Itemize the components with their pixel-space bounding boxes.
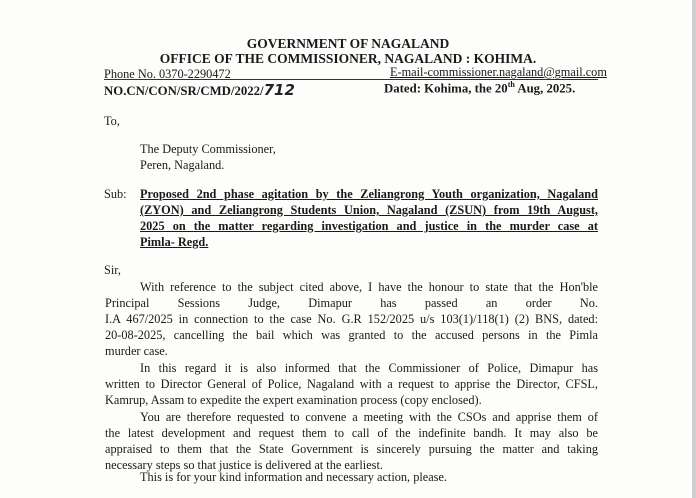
subject-line: (ZYON) and Zeliangrong Students Union, Nagaland (ZSUN) from 19th August, [140,203,598,217]
dated [384,80,575,96]
paragraph-line: the latest development and request them to call of the indefinite bandh. It may also be [105,426,598,440]
paragraph-line: appraised to them that the State Government is sincerely pursuing the matter and taking [105,442,598,456]
reference-number [104,81,295,99]
phone-number: Phone No. 0370-2290472 [104,67,231,81]
addressee-place: Peren, Nagaland. [140,158,225,172]
dated-sup: th [507,80,515,89]
paragraph-line: In this regard it is also informed that the Commissioner of Police, Dimapur has [140,361,598,375]
handwritten-number: 712 [263,81,295,99]
dated-prefix: Dated: Kohima, the 20 [384,81,508,96]
subject-line: Pimla- Regd. [140,235,209,249]
page-edge [692,0,696,498]
subject-line: Proposed 2nd phase agitation by the Zeliangrong Youth organization, Nagaland [140,187,598,201]
paragraph-line: Kamrup, Assam to expedite the expert examination process (copy enclosed). [105,393,482,407]
dated-suffix: Aug, 2025. [514,81,576,96]
salutation: Sir, [104,263,121,277]
ref-no-text: NO.CN/CON/SR/CMD/2022/ [104,84,264,98]
paragraph-line: murder case. [105,344,168,358]
email-address: E-mail-commissioner.nagaland@gmail.com [390,65,607,79]
addressee-title: The Deputy Commissioner, [140,142,276,156]
paragraph-line: Principal Sessions Judge, Dimapur has passed an order No. [105,296,598,310]
paragraph-line: I.A 467/2025 in connection to the case No. G.R 152/2025 u/s 103(1)/118(1) (2) BNS, dated: [105,312,598,326]
paragraph-line: 20-08-2025, cancelling the bail which was granted to the accused persons in the Pimla [105,328,598,342]
to-label: To, [104,114,120,128]
subject-line: 2025 on the matter regarding investigation and justice in the murder case at [140,219,598,233]
paragraph-line: written to Director General of Police, Nagaland with a request to apprise the Director, CFSL, [105,377,598,391]
closing-line: This is for your kind information and necessary action, please. [140,470,447,484]
subject-label: Sub: [104,187,127,201]
header-government: GOVERNMENT OF NAGALAND [246,36,450,51]
header-office: OFFICE OF THE COMMISSIONER, NAGALAND : KOHIMA. [159,51,537,66]
paragraph-line: You are therefore requested to convene a meeting with the CSOs and apprise them of [140,410,598,424]
paragraph-line: necessary steps so that justice is delivered at the earliest. [105,458,383,472]
paragraph-line: With reference to the subject cited above, I have the honour to state that the Hon'ble [140,280,598,294]
